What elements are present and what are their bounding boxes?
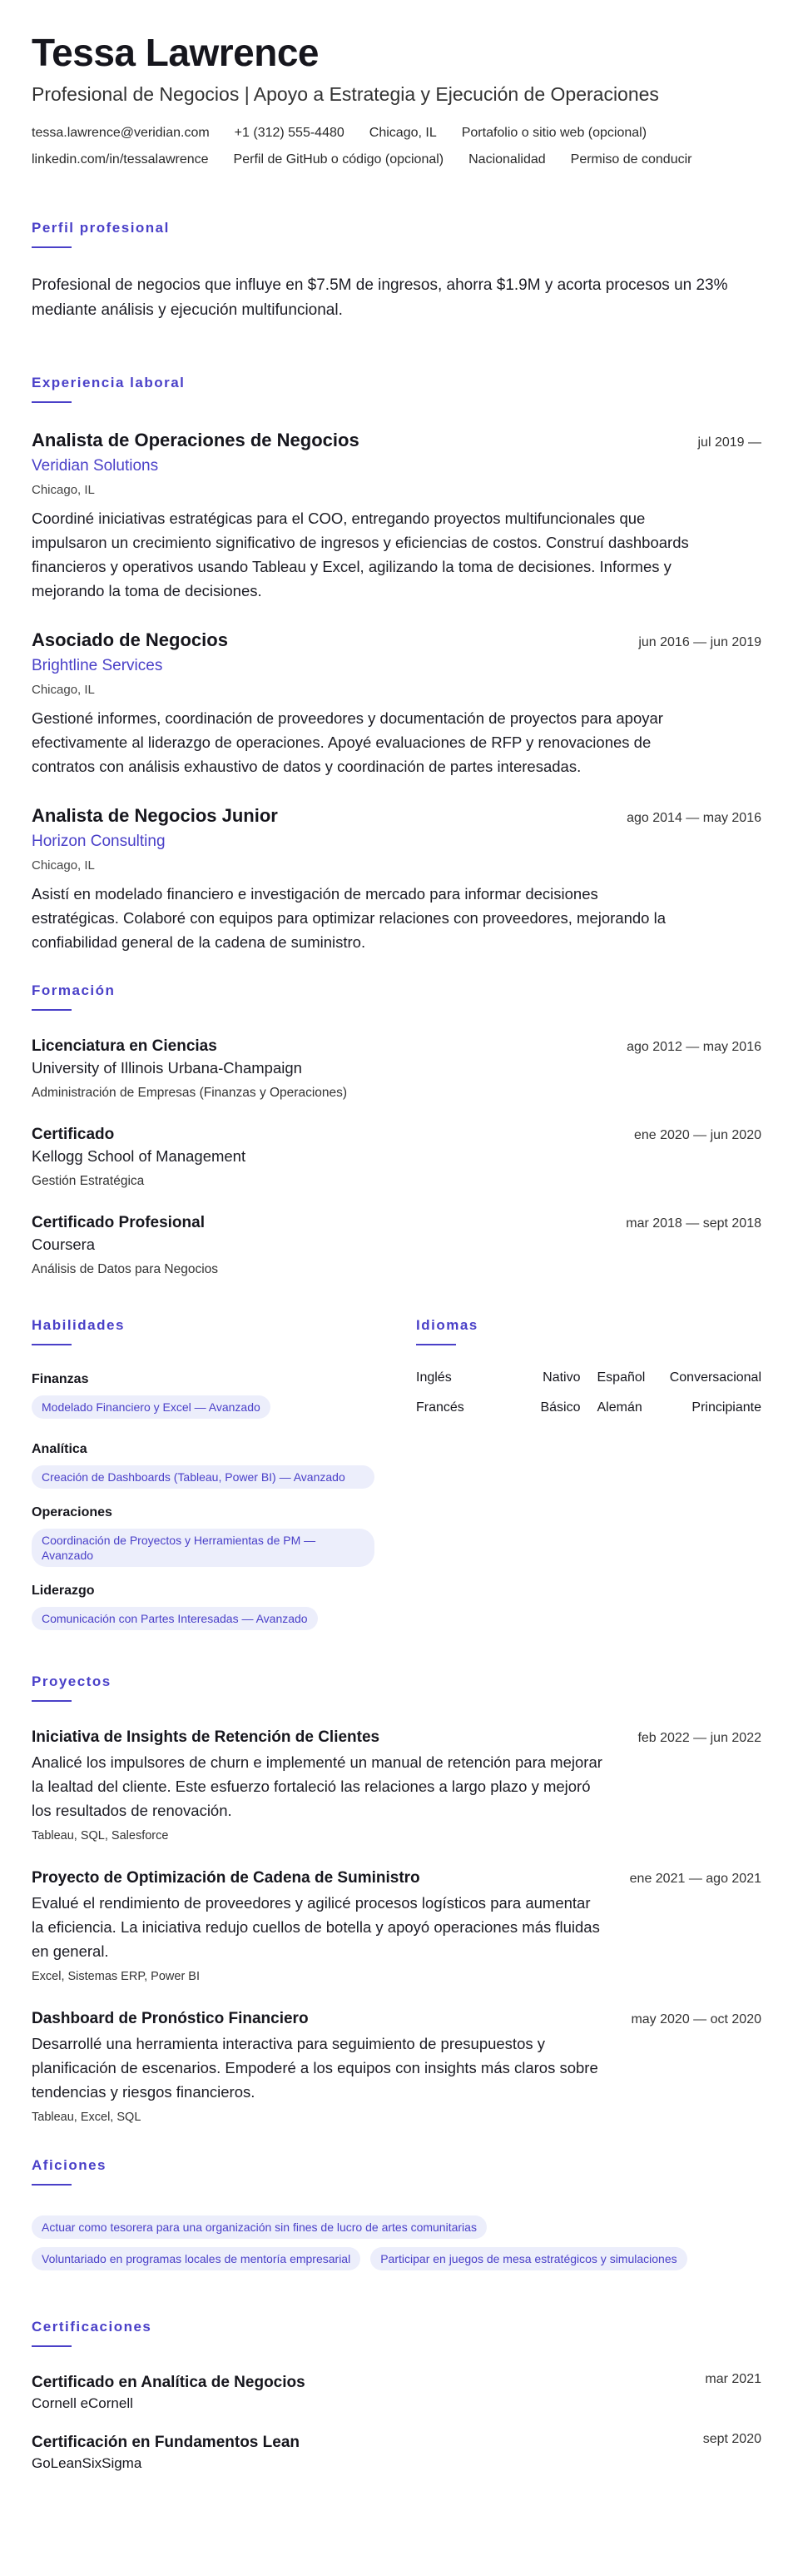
contact-email[interactable]: tessa.lawrence@veridian.com bbox=[32, 126, 210, 140]
section-divider bbox=[32, 1700, 72, 1702]
section-divider bbox=[32, 1344, 72, 1345]
profile-section bbox=[32, 220, 761, 323]
hobby-chip: Actuar como tesorera para una organización sin fines de lucro de artes comunitarias bbox=[32, 2215, 487, 2239]
language-level: Conversacional bbox=[669, 1370, 761, 1385]
section-divider bbox=[32, 401, 72, 403]
contact-location: Chicago, IL bbox=[369, 126, 437, 140]
contact-phone[interactable]: +1 (312) 555-4480 bbox=[234, 126, 344, 140]
job-title: Analista de Operaciones de Negocios bbox=[32, 430, 359, 450]
degree-dates: ene 2020 — jun 2020 bbox=[633, 1128, 761, 1142]
certifications-section bbox=[32, 2319, 761, 2474]
section-title: Formación bbox=[32, 982, 116, 998]
section-title: Habilidades bbox=[32, 1317, 125, 1333]
language-item bbox=[597, 1370, 762, 1385]
section-title: Certificaciones bbox=[32, 2319, 152, 2335]
skill-category: Analítica bbox=[32, 1442, 87, 1456]
section-title: Perfil profesional bbox=[32, 220, 170, 236]
institution: Kellogg School of Management bbox=[32, 1147, 246, 1165]
project-dates: ene 2021 — ago 2021 bbox=[629, 1872, 761, 1886]
hobby-chip: Voluntariado en programas locales de mentoría empresarial bbox=[32, 2247, 360, 2270]
project-title: Dashboard de Pronóstico Financiero bbox=[32, 2010, 309, 2027]
job-title: Analista de Negocios Junior bbox=[32, 805, 278, 826]
skill-chip: Coordinación de Proyectos y Herramientas de PM — Avanzado bbox=[32, 1529, 374, 1567]
hobby-chip: Participar en juegos de mesa estratégicos y simulaciones bbox=[370, 2247, 686, 2270]
section-divider bbox=[416, 1344, 456, 1345]
degree-detail: Administración de Empresas (Finanzas y Operaciones) bbox=[32, 1086, 348, 1100]
project-tech: Tableau, Excel, SQL bbox=[32, 2111, 141, 2124]
skills-languages-row bbox=[32, 1317, 761, 1645]
project-description: Evalué el rendimiento de proveedores y agilicé procesos logísticos para aumentar la eficiencia. La iniciativa redujo cuellos de botella y apoyó operaciones más fluidas en general. bbox=[32, 1894, 600, 1960]
section-divider bbox=[32, 1009, 72, 1011]
certification-title: Certificado en Analítica de Negocios bbox=[32, 2374, 305, 2391]
job-company: Veridian Solutions bbox=[32, 457, 159, 475]
language-name: Francés bbox=[416, 1400, 464, 1415]
profile-summary: Profesional de negocios que influye en $7.5M de ingresos, ahorra $1.9M y acorta procesos un 23% mediante análisis y ejecución multifuncional. bbox=[32, 276, 728, 319]
language-item bbox=[597, 1400, 762, 1415]
projects-section bbox=[32, 1673, 761, 2126]
job-dates: ago 2014 — may 2016 bbox=[627, 811, 761, 825]
section-title: Proyectos bbox=[32, 1673, 112, 1689]
project-description: Desarrollé una herramienta interactiva para seguimiento de presupuestos y planificación de escenarios. Empoderé a los equipos con insights más claros sobre tendencias y riesgos financieros. bbox=[32, 2035, 598, 2101]
project-title: Iniciativa de Insights de Retención de Clientes bbox=[32, 1728, 380, 1746]
job-company: Brightline Services bbox=[32, 657, 163, 674]
certification-entry bbox=[32, 2432, 761, 2474]
section-divider bbox=[32, 2184, 72, 2186]
project-dates: feb 2022 — jun 2022 bbox=[637, 1731, 761, 1745]
skill-category: Finanzas bbox=[32, 1372, 89, 1386]
institution: Coursera bbox=[32, 1236, 96, 1253]
experience-section bbox=[32, 375, 761, 954]
section-divider bbox=[32, 246, 72, 248]
job-entry bbox=[32, 428, 761, 603]
degree-title: Certificado bbox=[32, 1126, 115, 1143]
skill-chip: Creación de Dashboards (Tableau, Power BI) — Avanzado bbox=[32, 1465, 374, 1489]
candidate-name: Tessa Lawrence bbox=[32, 31, 320, 74]
certification-issuer: GoLeanSixSigma bbox=[32, 2455, 142, 2471]
degree-title: Certificado Profesional bbox=[32, 1214, 205, 1231]
certification-title: Certificación en Fundamentos Lean bbox=[32, 2434, 300, 2451]
project-dates: may 2020 — oct 2020 bbox=[631, 2012, 761, 2026]
job-dates: jun 2016 — jun 2019 bbox=[638, 635, 761, 649]
job-location: Chicago, IL bbox=[32, 858, 95, 873]
project-title: Proyecto de Optimización de Cadena de Suministro bbox=[32, 1869, 420, 1887]
job-description: Asistí en modelado financiero e investigación de mercado para informar decisiones estratégicas. Colaboré con equipos para optimizar relaciones con proveedores, mejorando la confiabilidad general de la cadena de suministro. bbox=[32, 885, 667, 951]
skill-chip: Comunicación con Partes Interesadas — Avanzado bbox=[32, 1607, 318, 1630]
certification-date: mar 2021 bbox=[705, 2372, 761, 2386]
job-description: Gestioné informes, coordinación de proveedores y documentación de proyectos para apoyar efectivamente al liderazgo de operaciones. Apoyé evaluaciones de RFP y renovaciones de contratos con análisis exhaustivo de datos y coordinación de partes interesadas. bbox=[32, 709, 663, 775]
degree-dates: ago 2012 — may 2016 bbox=[627, 1040, 761, 1054]
job-location: Chicago, IL bbox=[32, 483, 95, 497]
institution: University of Illinois Urbana-Champaign bbox=[32, 1059, 302, 1077]
job-entry bbox=[32, 628, 761, 778]
contact-github[interactable]: Perfil de GitHub o código (opcional) bbox=[233, 152, 444, 167]
language-name: Español bbox=[597, 1370, 646, 1385]
certification-issuer: Cornell eCornell bbox=[32, 2395, 133, 2411]
skill-chip: Modelado Financiero y Excel — Avanzado bbox=[32, 1395, 270, 1419]
project-entry bbox=[32, 1727, 761, 1844]
contact-license: Permiso de conducir bbox=[570, 152, 692, 167]
skill-category: Liderazgo bbox=[32, 1584, 95, 1598]
job-description: Coordiné iniciativas estratégicas para el COO, entregando proyectos multifuncionales que impulsaron un crecimiento significativo de ingresos y eficiencias de costos. Construí dashboards financieros y operativos usando Tableau y Excel, agilizando la toma de decisiones. Informes y mejorando la toma de decisiones. bbox=[32, 510, 689, 599]
job-location: Chicago, IL bbox=[32, 683, 95, 697]
language-list bbox=[416, 1370, 761, 1415]
certification-entry bbox=[32, 2372, 761, 2414]
education-entry bbox=[32, 1124, 761, 1191]
degree-title: Licenciatura en Ciencias bbox=[32, 1037, 217, 1055]
contact-portfolio[interactable]: Portafolio o sitio web (opcional) bbox=[461, 126, 647, 140]
candidate-subtitle: Profesional de Negocios | Apoyo a Estrategia y Ejecución de Operaciones bbox=[32, 83, 659, 105]
job-entry bbox=[32, 803, 761, 954]
section-title: Experiencia laboral bbox=[32, 375, 186, 390]
certification-date: sept 2020 bbox=[702, 2432, 761, 2446]
language-item bbox=[416, 1370, 581, 1385]
language-level: Principiante bbox=[691, 1400, 761, 1415]
section-title: Idiomas bbox=[416, 1317, 478, 1333]
project-entry bbox=[32, 1867, 761, 1985]
languages-section bbox=[416, 1317, 761, 1645]
language-name: Inglés bbox=[416, 1370, 452, 1385]
project-tech: Excel, Sistemas ERP, Power BI bbox=[32, 1970, 201, 1983]
project-tech: Tableau, SQL, Salesforce bbox=[32, 1829, 169, 1842]
degree-detail: Gestión Estratégica bbox=[32, 1174, 145, 1188]
education-entry bbox=[32, 1212, 761, 1279]
degree-dates: mar 2018 — sept 2018 bbox=[626, 1216, 761, 1231]
job-company: Horizon Consulting bbox=[32, 833, 166, 850]
skill-category: Operaciones bbox=[32, 1505, 112, 1519]
project-description: Analicé los impulsores de churn e implementé un manual de retención para mejorar la lealtad del cliente. Este esfuerzo fortaleció las relaciones a largo plazo y mejoró los resultados de renovación. bbox=[32, 1753, 602, 1819]
contact-nationality: Nacionalidad bbox=[468, 152, 546, 167]
education-entry bbox=[32, 1036, 761, 1102]
job-title: Asociado de Negocios bbox=[32, 629, 228, 650]
hobby-list bbox=[32, 2210, 761, 2274]
education-section bbox=[32, 982, 761, 1279]
section-divider bbox=[32, 2345, 72, 2347]
skills-section bbox=[32, 1317, 374, 1645]
hobbies-section bbox=[32, 2157, 761, 2274]
degree-detail: Análisis de Datos para Negocios bbox=[32, 1262, 219, 1276]
language-level: Nativo bbox=[543, 1370, 581, 1385]
project-entry bbox=[32, 2008, 761, 2126]
job-dates: jul 2019 — bbox=[697, 435, 761, 450]
contact-list bbox=[32, 125, 761, 168]
contact-linkedin[interactable]: linkedin.com/in/tessalawrence bbox=[32, 152, 209, 167]
language-item bbox=[416, 1400, 581, 1415]
language-name: Alemán bbox=[597, 1400, 642, 1415]
section-title: Aficiones bbox=[32, 2157, 107, 2173]
language-level: Básico bbox=[540, 1400, 581, 1415]
